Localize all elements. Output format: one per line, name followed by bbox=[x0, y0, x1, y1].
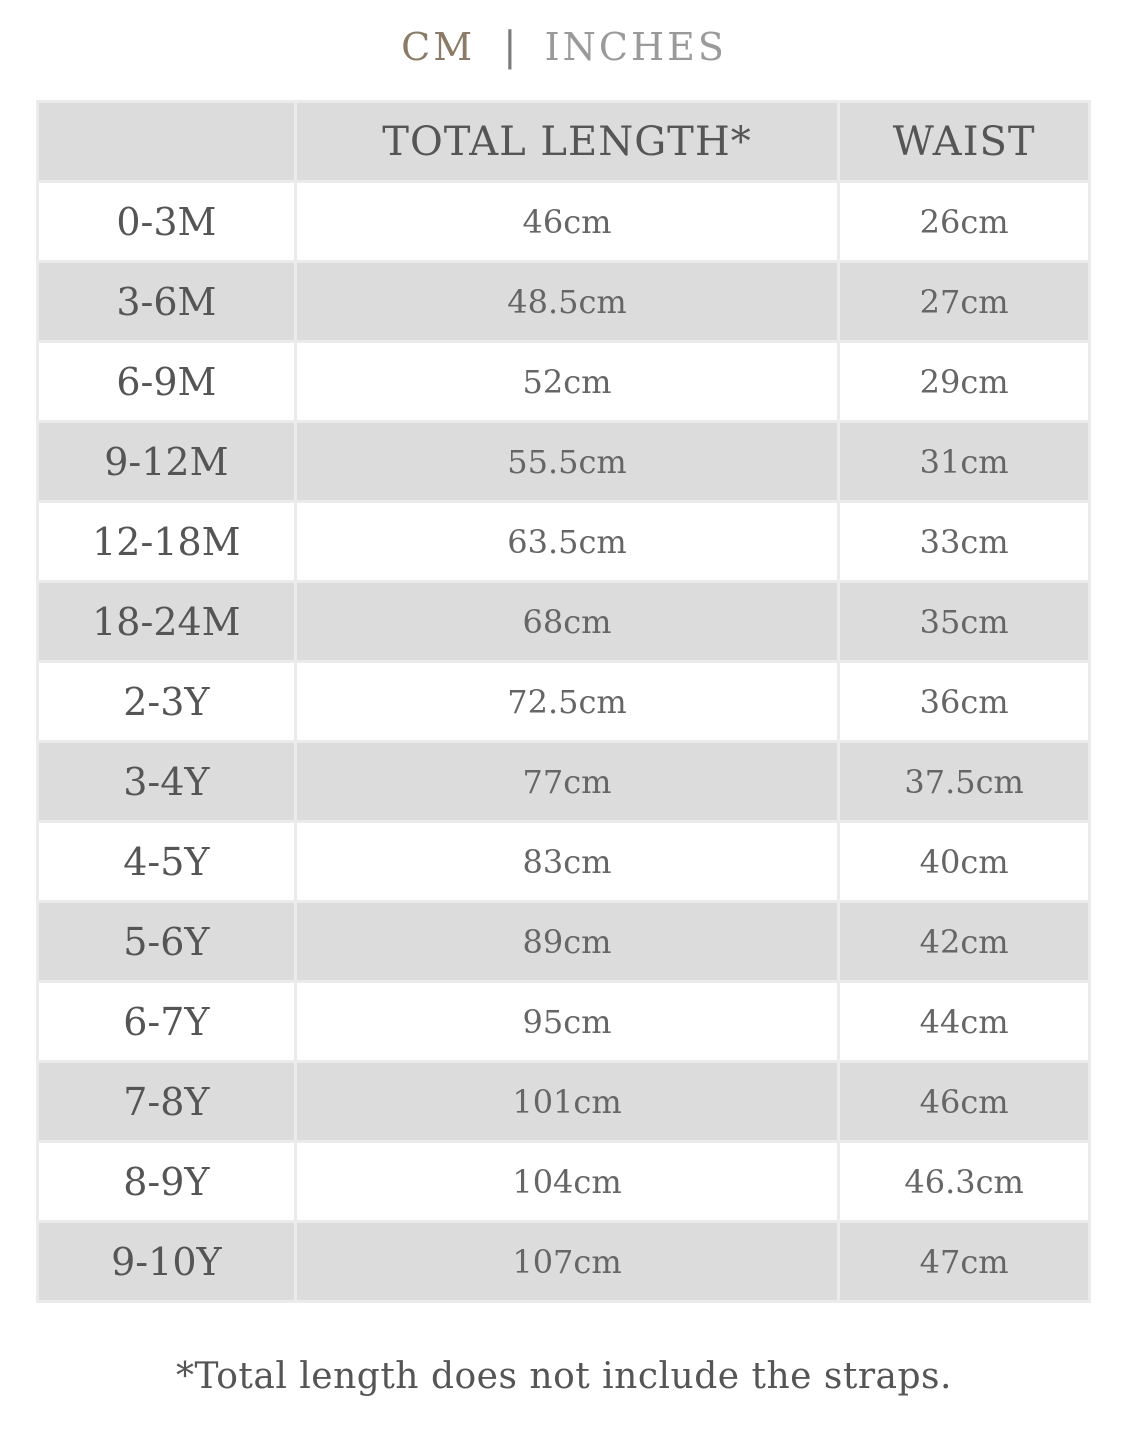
table-row bbox=[39, 423, 1091, 503]
size-label: 5-6Y bbox=[39, 903, 297, 983]
table-row bbox=[39, 343, 1091, 423]
total-length-value: 46cm bbox=[297, 183, 841, 263]
table-row bbox=[39, 503, 1091, 583]
size-label: 18-24M bbox=[39, 583, 297, 663]
table-row bbox=[39, 1063, 1091, 1143]
waist-value: 37.5cm bbox=[840, 743, 1091, 823]
size-label: 3-6M bbox=[39, 263, 297, 343]
waist-value: 40cm bbox=[840, 823, 1091, 903]
header-waist: WAIST bbox=[840, 103, 1091, 183]
header-size bbox=[39, 103, 297, 183]
total-length-value: 52cm bbox=[297, 343, 841, 423]
table-row bbox=[39, 583, 1091, 663]
waist-value: 33cm bbox=[840, 503, 1091, 583]
waist-value: 26cm bbox=[840, 183, 1091, 263]
total-length-value: 55.5cm bbox=[297, 423, 841, 503]
table-row bbox=[39, 663, 1091, 743]
table-row bbox=[39, 903, 1091, 983]
table-row bbox=[39, 1223, 1091, 1303]
table-row bbox=[39, 743, 1091, 823]
size-label: 0-3M bbox=[39, 183, 297, 263]
waist-value: 44cm bbox=[840, 983, 1091, 1063]
waist-value: 42cm bbox=[840, 903, 1091, 983]
total-length-value: 48.5cm bbox=[297, 263, 841, 343]
size-label: 7-8Y bbox=[39, 1063, 297, 1143]
size-label: 8-9Y bbox=[39, 1143, 297, 1223]
waist-value: 29cm bbox=[840, 343, 1091, 423]
table-body bbox=[39, 183, 1091, 1303]
table-row bbox=[39, 263, 1091, 343]
total-length-value: 89cm bbox=[297, 903, 841, 983]
table-row bbox=[39, 983, 1091, 1063]
waist-value: 46.3cm bbox=[840, 1143, 1091, 1223]
cm-unit-tab[interactable]: CM bbox=[401, 25, 476, 69]
size-label: 6-9M bbox=[39, 343, 297, 423]
total-length-value: 101cm bbox=[297, 1063, 841, 1143]
total-length-value: 95cm bbox=[297, 983, 841, 1063]
total-length-value: 68cm bbox=[297, 583, 841, 663]
size-label: 4-5Y bbox=[39, 823, 297, 903]
unit-separator: | bbox=[503, 24, 517, 70]
waist-value: 36cm bbox=[840, 663, 1091, 743]
waist-value: 46cm bbox=[840, 1063, 1091, 1143]
header-total-length: TOTAL LENGTH* bbox=[297, 103, 841, 183]
size-label: 9-10Y bbox=[39, 1223, 297, 1303]
size-label: 2-3Y bbox=[39, 663, 297, 743]
table-row bbox=[39, 1143, 1091, 1223]
table-row bbox=[39, 823, 1091, 903]
waist-value: 31cm bbox=[840, 423, 1091, 503]
size-label: 9-12M bbox=[39, 423, 297, 503]
size-label: 6-7Y bbox=[39, 983, 297, 1063]
total-length-value: 104cm bbox=[297, 1143, 841, 1223]
inches-unit-tab[interactable]: INCHES bbox=[544, 25, 727, 69]
unit-toggle bbox=[0, 22, 1128, 72]
size-label: 3-4Y bbox=[39, 743, 297, 823]
footnote: *Total length does not include the straps. bbox=[176, 1356, 952, 1397]
waist-value: 27cm bbox=[840, 263, 1091, 343]
table-header-row bbox=[39, 103, 1091, 183]
total-length-value: 83cm bbox=[297, 823, 841, 903]
size-chart-table bbox=[36, 100, 1091, 1303]
total-length-value: 107cm bbox=[297, 1223, 841, 1303]
waist-value: 47cm bbox=[840, 1223, 1091, 1303]
total-length-value: 77cm bbox=[297, 743, 841, 823]
table-row bbox=[39, 183, 1091, 263]
total-length-value: 63.5cm bbox=[297, 503, 841, 583]
size-label: 12-18M bbox=[39, 503, 297, 583]
waist-value: 35cm bbox=[840, 583, 1091, 663]
total-length-value: 72.5cm bbox=[297, 663, 841, 743]
